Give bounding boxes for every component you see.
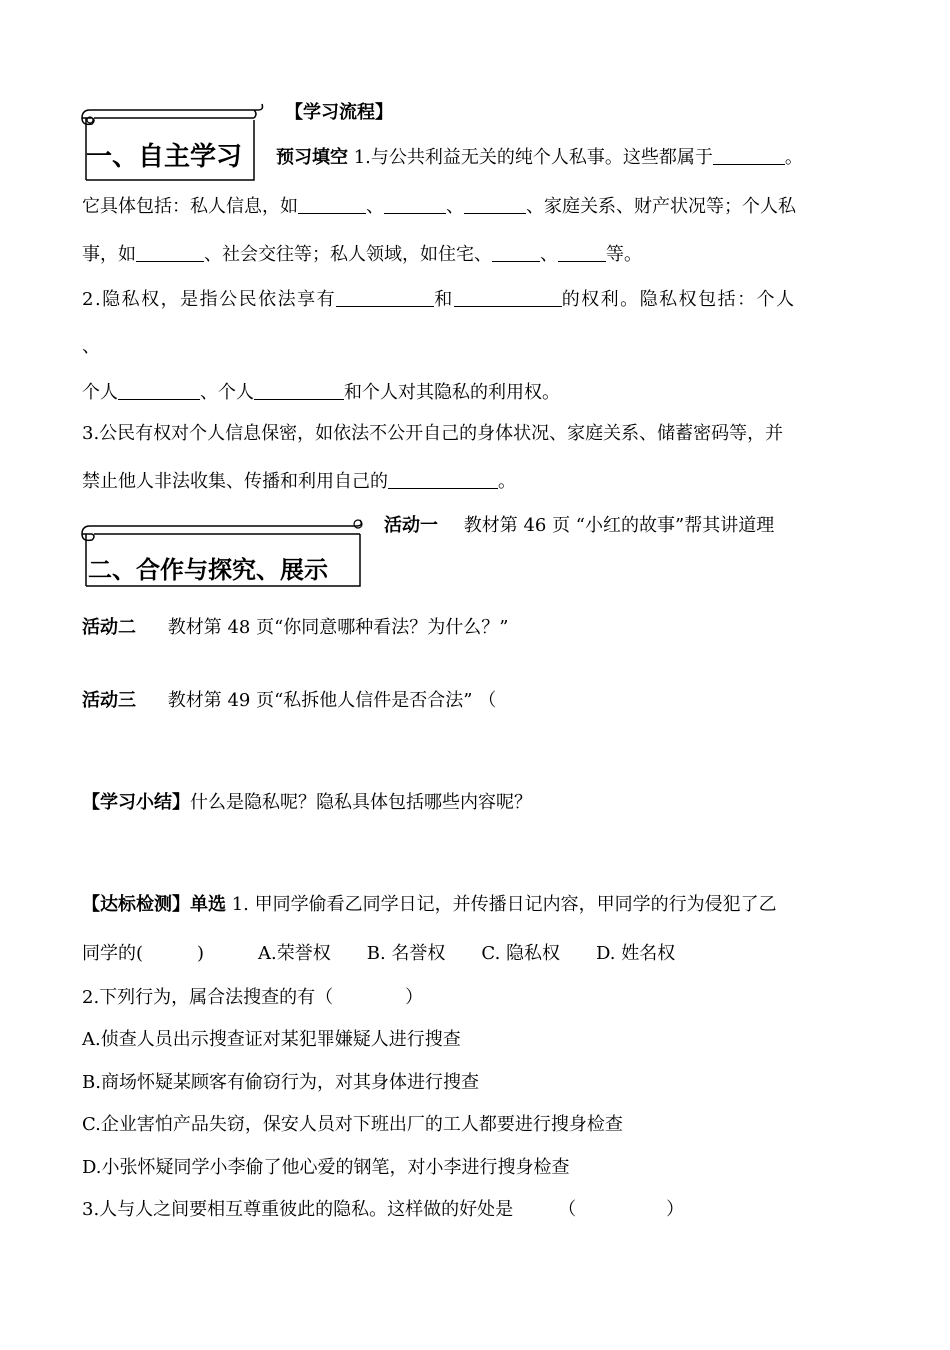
activity2 xyxy=(82,613,509,639)
sep: 、 xyxy=(446,196,464,217)
q1-line3 xyxy=(82,240,642,266)
q1-text: 1.与公共利益无关的纯个人私事。这些都属于 xyxy=(353,147,713,168)
q2-text-b: 和 xyxy=(434,289,454,310)
test-q1-line2: 同学的( ) A.荣誉权 B. 名誉权 C. 隐私权 D. 姓名权 xyxy=(82,943,676,964)
activity2-text: 教材第 48 页“你同意哪种看法？为什么？” xyxy=(167,617,509,638)
summary xyxy=(82,788,532,814)
blank[interactable] xyxy=(558,260,606,262)
q3-line2-end: 。 xyxy=(498,471,516,492)
activity1-text: 教材第 46 页 “小红的故事”帮其讲道理 xyxy=(463,515,775,536)
q1-line2 xyxy=(82,192,796,218)
q2-line3-text-c: 和个人对其隐私的利用权。 xyxy=(344,382,560,403)
blank[interactable] xyxy=(136,260,204,262)
test-q1-line1 xyxy=(82,890,777,916)
q1-line1 xyxy=(276,143,803,169)
q2-line1 xyxy=(82,285,796,311)
sep: 、 xyxy=(540,244,558,265)
blank[interactable] xyxy=(336,305,434,307)
blank[interactable] xyxy=(388,487,498,489)
q3-line2-text: 禁止他人非法收集、传播和利用自己的 xyxy=(82,471,388,492)
test-q2-option-d: D.小张怀疑同学小李偷了他心爱的钢笔，对小李进行搜身检查 xyxy=(82,1157,570,1178)
blank[interactable] xyxy=(492,260,540,262)
blank[interactable] xyxy=(713,163,785,165)
blank[interactable] xyxy=(384,212,446,214)
test-q2-option-b: B.商场怀疑某顾客有偷窃行为，对其身体进行搜查 xyxy=(82,1072,479,1093)
section2-banner xyxy=(78,514,368,592)
test-q2-option-a: A.侦查人员出示搜查证对某犯罪嫌疑人进行搜查 xyxy=(82,1029,461,1050)
q2-line3-text-b: 、个人 xyxy=(200,382,254,403)
test-q1-text: 1. 甲同学偷看乙同学日记，并传播日记内容，甲同学的行为侵犯了乙 xyxy=(226,894,777,915)
activity3 xyxy=(82,686,496,712)
q1-end: 。 xyxy=(784,147,803,168)
q3-line1: 3.公民有权对个人信息保密，如依法不公开自己的身体状况、家庭关系、储蓄密码等，并 xyxy=(82,423,784,444)
blank[interactable] xyxy=(254,398,344,400)
blank[interactable] xyxy=(454,305,562,307)
q3-line2 xyxy=(82,467,516,493)
q2-text-c: 的权利。隐私权包括：个人 xyxy=(561,289,796,310)
q2-line3-text: 个人 xyxy=(82,382,118,403)
activity1 xyxy=(384,511,774,537)
summary-text: 什么是隐私呢？隐私具体包括哪些内容呢？ xyxy=(190,792,532,813)
blank[interactable] xyxy=(464,212,526,214)
summary-label: 【学习小结】 xyxy=(82,792,190,813)
preview-label: 预习填空 xyxy=(276,147,348,168)
q2-line3 xyxy=(82,378,560,404)
learning-flow-heading: 【学习流程】 xyxy=(285,102,393,123)
section1-title: 一、自主学习 xyxy=(86,142,243,172)
activity1-label: 活动一 xyxy=(384,515,438,536)
activity2-label: 活动二 xyxy=(82,617,136,638)
q1-line2-text: 它具体包括：私人信息，如 xyxy=(82,196,298,217)
test-q3: 3.人与人之间要相互尊重彼此的隐私。这样做的好处是 （ ） xyxy=(82,1199,685,1220)
q1-line3-text: 事，如 xyxy=(82,244,136,265)
q1-line2-text-b: 、家庭关系、财产状况等；个人私 xyxy=(526,196,796,217)
q2-line2: 、 xyxy=(82,336,100,357)
q2-text: 2.隐私权，是指公民依法享有 xyxy=(82,289,337,310)
blank[interactable] xyxy=(298,212,366,214)
q1-line3-end: 等。 xyxy=(606,244,642,265)
test-q2: 2.下列行为，属合法搜查的有（ ） xyxy=(82,987,424,1008)
activity3-text: 教材第 49 页“私拆他人信件是否合法” （ xyxy=(167,690,497,711)
sep: 、 xyxy=(366,196,384,217)
section1-banner xyxy=(78,100,264,185)
test-label: 【达标检测】单选 xyxy=(82,894,226,915)
activity3-label: 活动三 xyxy=(82,690,136,711)
test-q2-option-c: C.企业害怕产品失窃，保安人员对下班出厂的工人都要进行搜身检查 xyxy=(82,1114,623,1135)
section2-title: 二、合作与探究、展示 xyxy=(88,556,328,584)
blank[interactable] xyxy=(118,398,200,400)
q1-line3-text-b: 、社会交往等；私人领域，如住宅、 xyxy=(204,244,492,265)
